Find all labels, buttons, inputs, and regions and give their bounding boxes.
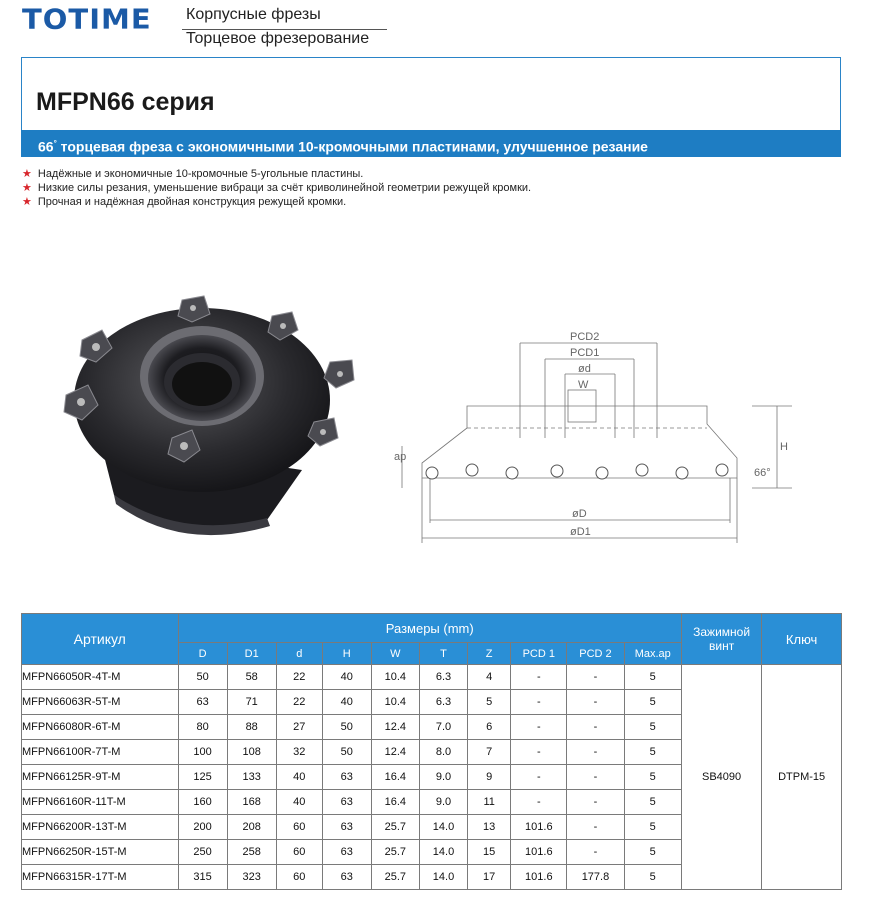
table-cell: 25.7 xyxy=(371,865,419,890)
table-cell: 32 xyxy=(276,740,322,765)
table-cell: 7.0 xyxy=(419,715,467,740)
col-header: H xyxy=(322,643,371,665)
table-cell: 100 xyxy=(178,740,227,765)
table-cell: - xyxy=(511,790,567,815)
table-cell: - xyxy=(511,765,567,790)
table-cell: 60 xyxy=(276,840,322,865)
header-sizes: Размеры (mm) xyxy=(178,614,681,643)
article-code: MFPN66200R-13T-M xyxy=(22,815,179,840)
table-cell: 22 xyxy=(276,690,322,715)
table-cell: 63 xyxy=(322,840,371,865)
table-cell: 40 xyxy=(322,665,371,690)
table-cell: 14.0 xyxy=(419,865,467,890)
table-cell: - xyxy=(511,715,567,740)
drawing-label-D1: øD1 xyxy=(570,526,591,538)
banner-degree: ° xyxy=(53,139,57,148)
article-code: MFPN66125R-9T-M xyxy=(22,765,179,790)
table-cell: 15 xyxy=(468,840,511,865)
table-cell: 133 xyxy=(227,765,276,790)
table-cell: - xyxy=(567,740,624,765)
table-row xyxy=(22,665,842,690)
table-cell: - xyxy=(511,740,567,765)
table-cell: 6 xyxy=(468,715,511,740)
table-cell: 5 xyxy=(624,790,681,815)
table-cell: 88 xyxy=(227,715,276,740)
feature-list xyxy=(22,167,531,209)
table-cell: 17 xyxy=(468,865,511,890)
table-cell: 8.0 xyxy=(419,740,467,765)
table-cell: 63 xyxy=(322,865,371,890)
article-code: MFPN66063R-5T-M xyxy=(22,690,179,715)
technical-drawing xyxy=(392,328,802,548)
table-cell: 4 xyxy=(468,665,511,690)
table-cell: 5 xyxy=(624,715,681,740)
table-cell: 50 xyxy=(178,665,227,690)
col-header: PCD 1 xyxy=(511,643,567,665)
table-cell: 323 xyxy=(227,865,276,890)
table-cell: 9.0 xyxy=(419,790,467,815)
table-cell: 14.0 xyxy=(419,815,467,840)
table-cell: - xyxy=(567,765,624,790)
table-cell: 5 xyxy=(624,690,681,715)
article-code: MFPN66160R-11T-M xyxy=(22,790,179,815)
col-header: T xyxy=(419,643,467,665)
table-cell: 125 xyxy=(178,765,227,790)
feature-item xyxy=(22,195,531,209)
table-cell: - xyxy=(567,815,624,840)
banner-text: торцевая фреза с экономичными 10-кромочными пластинами, улучшенное резание xyxy=(56,138,648,155)
col-header: D xyxy=(178,643,227,665)
table-cell: 7 xyxy=(468,740,511,765)
table-cell: 80 xyxy=(178,715,227,740)
table-cell: 12.4 xyxy=(371,740,419,765)
table-cell: 16.4 xyxy=(371,790,419,815)
clamp-screw-value: SB4090 xyxy=(681,665,761,890)
feature-text: Надёжные и экономичные 10-кромочные 5-угольные пластины. xyxy=(37,168,364,180)
table-cell: 63 xyxy=(178,690,227,715)
article-code: MFPN66315R-17T-M xyxy=(22,865,179,890)
key-value: DTPM-15 xyxy=(762,665,842,890)
cutter-photo xyxy=(52,290,372,550)
table-cell: 9.0 xyxy=(419,765,467,790)
article-code: MFPN66250R-15T-M xyxy=(22,840,179,865)
table-cell: 5 xyxy=(624,765,681,790)
table-cell: 315 xyxy=(178,865,227,890)
table-cell: 10.4 xyxy=(371,665,419,690)
table-cell: 63 xyxy=(322,765,371,790)
banner-number: 66 xyxy=(38,138,54,155)
table-cell: 160 xyxy=(178,790,227,815)
table-cell: 6.3 xyxy=(419,690,467,715)
feature-text: Низкие силы резания, уменьшение вибраци за счёт криволинейной геометрии режущей кромки. xyxy=(37,182,532,194)
brand-logo: TOTIME xyxy=(22,2,152,36)
table-cell: 5 xyxy=(468,690,511,715)
table-cell: - xyxy=(567,840,624,865)
table-cell: 60 xyxy=(276,815,322,840)
series-title: MFPN66 серия xyxy=(36,88,215,116)
table-cell: 58 xyxy=(227,665,276,690)
table-cell: 208 xyxy=(227,815,276,840)
table-cell: 22 xyxy=(276,665,322,690)
drawing-label-D: øD xyxy=(572,508,587,520)
table-cell: 168 xyxy=(227,790,276,815)
table-cell: 12.4 xyxy=(371,715,419,740)
table-cell: 5 xyxy=(624,665,681,690)
header-clamp-screw: Зажимной винт xyxy=(681,614,761,665)
star-icon: ★ xyxy=(22,168,32,180)
col-header: d xyxy=(276,643,322,665)
table-cell: - xyxy=(567,690,624,715)
series-banner xyxy=(21,130,841,157)
table-cell: 40 xyxy=(322,690,371,715)
col-header: PCD 2 xyxy=(567,643,624,665)
table-cell: - xyxy=(567,790,624,815)
table-cell: 5 xyxy=(624,815,681,840)
drawing-label-angle: 66° xyxy=(754,467,771,479)
header-key: Ключ xyxy=(762,614,842,665)
col-header: Z xyxy=(468,643,511,665)
table-cell: 25.7 xyxy=(371,815,419,840)
table-cell: 101.6 xyxy=(511,815,567,840)
table-cell: 25.7 xyxy=(371,840,419,865)
table-cell: 16.4 xyxy=(371,765,419,790)
table-cell: 40 xyxy=(276,765,322,790)
drawing-label-h: H xyxy=(780,441,788,453)
table-cell: 71 xyxy=(227,690,276,715)
table-cell: 177.8 xyxy=(567,865,624,890)
table-cell: - xyxy=(567,715,624,740)
article-code: MFPN66100R-7T-M xyxy=(22,740,179,765)
table-cell: 27 xyxy=(276,715,322,740)
table-cell: 9 xyxy=(468,765,511,790)
drawing-label-d: ød xyxy=(578,363,591,375)
table-cell: 200 xyxy=(178,815,227,840)
table-cell: 60 xyxy=(276,865,322,890)
header-category: Корпусные фрезы xyxy=(186,6,321,23)
table-cell: 108 xyxy=(227,740,276,765)
col-header: D1 xyxy=(227,643,276,665)
table-cell: 63 xyxy=(322,790,371,815)
table-cell: 11 xyxy=(468,790,511,815)
feature-item xyxy=(22,167,531,181)
col-header: W xyxy=(371,643,419,665)
header-artikul: Артикул xyxy=(22,614,179,665)
table-cell: 63 xyxy=(322,815,371,840)
drawing-label-pcd2: PCD2 xyxy=(570,331,600,343)
table-cell: 10.4 xyxy=(371,690,419,715)
star-icon: ★ xyxy=(22,196,32,208)
table-cell: - xyxy=(511,690,567,715)
table-cell: 258 xyxy=(227,840,276,865)
col-header: Max.ap xyxy=(624,643,681,665)
drawing-label-ap: ap xyxy=(394,451,407,463)
header-subcategory: Торцевое фрезерование xyxy=(186,30,370,47)
table-cell: - xyxy=(567,665,624,690)
feature-text: Прочная и надёжная двойная конструкция режущей кромки. xyxy=(37,196,347,208)
table-cell: 250 xyxy=(178,840,227,865)
table-cell: 50 xyxy=(322,740,371,765)
drawing-label-pcd1: PCD1 xyxy=(570,347,600,359)
table-cell: 6.3 xyxy=(419,665,467,690)
spec-table xyxy=(21,613,842,890)
star-icon: ★ xyxy=(22,182,32,194)
table-cell: 5 xyxy=(624,840,681,865)
drawing-label-w: W xyxy=(578,379,589,391)
table-cell: 40 xyxy=(276,790,322,815)
table-cell: 101.6 xyxy=(511,865,567,890)
table-cell: 13 xyxy=(468,815,511,840)
article-code: MFPN66080R-6T-M xyxy=(22,715,179,740)
table-cell: 50 xyxy=(322,715,371,740)
table-cell: - xyxy=(511,665,567,690)
feature-item xyxy=(22,181,531,195)
table-cell: 5 xyxy=(624,865,681,890)
table-cell: 5 xyxy=(624,740,681,765)
table-cell: 101.6 xyxy=(511,840,567,865)
table-cell: 14.0 xyxy=(419,840,467,865)
article-code: MFPN66050R-4T-M xyxy=(22,665,179,690)
